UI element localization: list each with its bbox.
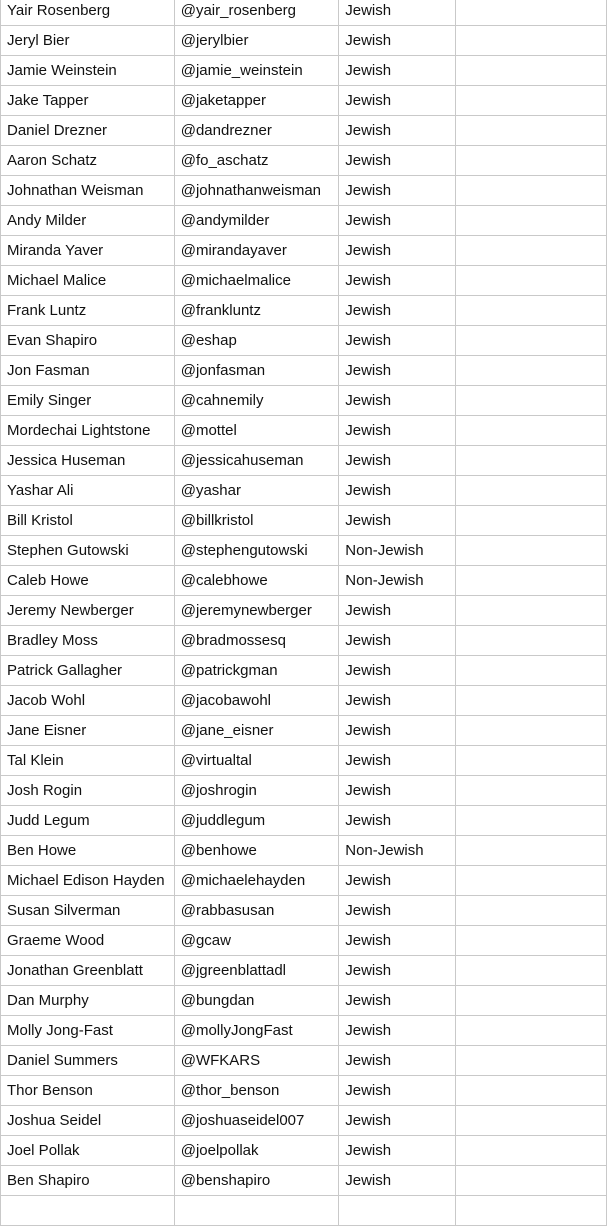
label-cell[interactable]: Non-Jewish (339, 566, 455, 596)
empty-cell[interactable] (455, 836, 606, 866)
table-row (1, 476, 607, 506)
handle-cell[interactable] (174, 1196, 339, 1226)
name-cell[interactable]: Patrick Gallagher (1, 656, 175, 686)
handle-cell[interactable]: @calebhowe (174, 566, 339, 596)
label-cell[interactable]: Jewish (339, 1106, 455, 1136)
handle-cell[interactable]: @juddlegum (174, 806, 339, 836)
label-cell[interactable] (339, 1196, 455, 1226)
empty-cell[interactable] (455, 956, 606, 986)
table-row (1, 836, 607, 866)
table-row (1, 266, 607, 296)
empty-cell[interactable] (455, 1046, 606, 1076)
empty-cell[interactable] (455, 746, 606, 776)
label-cell[interactable]: Jewish (339, 896, 455, 926)
table-row (1, 356, 607, 386)
name-cell[interactable]: Joshua Seidel (1, 1106, 175, 1136)
name-cell[interactable]: Daniel Drezner (1, 116, 175, 146)
label-cell[interactable]: Jewish (339, 1016, 455, 1046)
table-row (1, 716, 607, 746)
label-cell[interactable]: Jewish (339, 176, 455, 206)
table-row (1, 746, 607, 776)
table-row (1, 1016, 607, 1046)
name-cell[interactable]: Evan Shapiro (1, 326, 175, 356)
label-cell[interactable]: Jewish (339, 686, 455, 716)
name-cell[interactable]: Emily Singer (1, 386, 175, 416)
name-cell[interactable]: Jane Eisner (1, 716, 175, 746)
table-row (1, 686, 607, 716)
empty-cell[interactable] (455, 986, 606, 1016)
handle-cell[interactable]: @mirandayaver (174, 236, 339, 266)
name-cell[interactable] (1, 1196, 175, 1226)
table-row (1, 1166, 607, 1196)
name-cell[interactable]: Judd Legum (1, 806, 175, 836)
name-cell[interactable]: Michael Edison Hayden (1, 866, 175, 896)
name-cell[interactable]: Susan Silverman (1, 896, 175, 926)
handle-cell[interactable]: @bungdan (174, 986, 339, 1016)
empty-cell[interactable] (455, 776, 606, 806)
table-row (1, 26, 607, 56)
empty-cell[interactable] (455, 596, 606, 626)
handle-cell[interactable]: @andymilder (174, 206, 339, 236)
table-row (1, 296, 607, 326)
handle-cell[interactable]: @WFKARS (174, 1046, 339, 1076)
table-row (1, 596, 607, 626)
handle-cell[interactable]: @jacobawohl (174, 686, 339, 716)
empty-cell[interactable] (455, 656, 606, 686)
label-cell[interactable]: Jewish (339, 776, 455, 806)
name-cell[interactable]: Molly Jong-Fast (1, 1016, 175, 1046)
table-row (1, 806, 607, 836)
handle-cell[interactable]: @bradmossesq (174, 626, 339, 656)
table-row (1, 566, 607, 596)
handle-cell[interactable]: @jeremynewberger (174, 596, 339, 626)
table-row (1, 506, 607, 536)
handle-cell[interactable]: @benhowe (174, 836, 339, 866)
label-cell[interactable]: Jewish (339, 806, 455, 836)
label-cell[interactable]: Jewish (339, 866, 455, 896)
handle-cell[interactable]: @benshapiro (174, 1166, 339, 1196)
empty-cell[interactable] (455, 446, 606, 476)
table-row (1, 236, 607, 266)
handle-cell[interactable]: @frankluntz (174, 296, 339, 326)
label-cell[interactable]: Jewish (339, 446, 455, 476)
name-cell[interactable]: Josh Rogin (1, 776, 175, 806)
name-cell[interactable]: Jeryl Bier (1, 26, 175, 56)
label-cell[interactable]: Jewish (339, 26, 455, 56)
table-row (1, 56, 607, 86)
handle-cell[interactable]: @fo_aschatz (174, 146, 339, 176)
empty-cell[interactable] (455, 206, 606, 236)
label-cell[interactable]: Jewish (339, 1136, 455, 1166)
label-cell[interactable]: Jewish (339, 206, 455, 236)
handle-cell[interactable]: @yashar (174, 476, 339, 506)
name-cell[interactable]: Andy Milder (1, 206, 175, 236)
name-cell[interactable]: Ben Howe (1, 836, 175, 866)
empty-cell[interactable] (455, 356, 606, 386)
empty-cell[interactable] (455, 146, 606, 176)
table-row (1, 1106, 607, 1136)
label-cell[interactable]: Jewish (339, 476, 455, 506)
empty-cell[interactable] (455, 686, 606, 716)
empty-cell[interactable] (455, 1136, 606, 1166)
label-cell[interactable]: Jewish (339, 146, 455, 176)
name-cell[interactable]: Bill Kristol (1, 506, 175, 536)
handle-cell[interactable]: @jgreenblattadl (174, 956, 339, 986)
label-cell[interactable]: Jewish (339, 1046, 455, 1076)
label-cell[interactable]: Jewish (339, 746, 455, 776)
name-cell[interactable]: Yair Rosenberg (1, 0, 175, 26)
table-row (1, 326, 607, 356)
name-cell[interactable]: Daniel Summers (1, 1046, 175, 1076)
name-cell[interactable]: Jon Fasman (1, 356, 175, 386)
empty-cell[interactable] (455, 1106, 606, 1136)
handle-cell[interactable]: @stephengutowski (174, 536, 339, 566)
handle-cell[interactable]: @joshuaseidel007 (174, 1106, 339, 1136)
table-row (1, 146, 607, 176)
name-cell[interactable]: Graeme Wood (1, 926, 175, 956)
label-cell[interactable]: Jewish (339, 0, 455, 26)
table-row (1, 896, 607, 926)
table-row (1, 1076, 607, 1106)
empty-cell[interactable] (455, 0, 606, 26)
empty-cell[interactable] (455, 926, 606, 956)
handle-cell[interactable]: @eshap (174, 326, 339, 356)
name-cell[interactable]: Bradley Moss (1, 626, 175, 656)
label-cell[interactable]: Jewish (339, 956, 455, 986)
name-cell[interactable]: Michael Malice (1, 266, 175, 296)
handle-cell[interactable]: @jamie_weinstein (174, 56, 339, 86)
empty-cell[interactable] (455, 116, 606, 146)
table-row (1, 386, 607, 416)
empty-cell[interactable] (455, 326, 606, 356)
label-cell[interactable]: Jewish (339, 236, 455, 266)
empty-cell[interactable] (455, 296, 606, 326)
empty-cell[interactable] (455, 416, 606, 446)
label-cell[interactable]: Jewish (339, 326, 455, 356)
name-cell[interactable]: Yashar Ali (1, 476, 175, 506)
empty-cell[interactable] (455, 236, 606, 266)
empty-cell[interactable] (455, 866, 606, 896)
label-cell[interactable]: Jewish (339, 266, 455, 296)
name-cell[interactable]: Jake Tapper (1, 86, 175, 116)
name-cell[interactable]: Miranda Yaver (1, 236, 175, 266)
table-row (1, 986, 607, 1016)
label-cell[interactable]: Non-Jewish (339, 536, 455, 566)
empty-cell[interactable] (455, 536, 606, 566)
table-row (1, 116, 607, 146)
name-cell[interactable]: Aaron Schatz (1, 146, 175, 176)
handle-cell[interactable]: @jerylbier (174, 26, 339, 56)
empty-cell[interactable] (455, 176, 606, 206)
handle-cell[interactable]: @patrickgman (174, 656, 339, 686)
empty-cell[interactable] (455, 266, 606, 296)
handle-cell[interactable]: @dandrezner (174, 116, 339, 146)
table-row (1, 0, 607, 26)
handle-cell[interactable]: @joelpollak (174, 1136, 339, 1166)
name-cell[interactable]: Thor Benson (1, 1076, 175, 1106)
label-cell[interactable]: Jewish (339, 506, 455, 536)
label-cell[interactable]: Jewish (339, 986, 455, 1016)
label-cell[interactable]: Jewish (339, 626, 455, 656)
table-row (1, 776, 607, 806)
empty-cell[interactable] (455, 1196, 606, 1226)
table-row (1, 656, 607, 686)
table-row (1, 1046, 607, 1076)
name-cell[interactable]: Jessica Huseman (1, 446, 175, 476)
name-cell[interactable]: Mordechai Lightstone (1, 416, 175, 446)
table-row (1, 536, 607, 566)
label-cell[interactable]: Jewish (339, 1166, 455, 1196)
table-row (1, 626, 607, 656)
name-cell[interactable]: Dan Murphy (1, 986, 175, 1016)
label-cell[interactable]: Jewish (339, 356, 455, 386)
label-cell[interactable]: Jewish (339, 716, 455, 746)
handle-cell[interactable]: @mottel (174, 416, 339, 446)
table-row (1, 866, 607, 896)
name-cell[interactable]: Caleb Howe (1, 566, 175, 596)
handle-cell[interactable]: @virtualtal (174, 746, 339, 776)
spreadsheet-body (1, 0, 607, 1226)
handle-cell[interactable]: @billkristol (174, 506, 339, 536)
empty-cell[interactable] (455, 1016, 606, 1046)
name-cell[interactable]: Ben Shapiro (1, 1166, 175, 1196)
handle-cell[interactable]: @jane_eisner (174, 716, 339, 746)
empty-cell[interactable] (455, 86, 606, 116)
handle-cell[interactable]: @joshrogin (174, 776, 339, 806)
label-cell[interactable]: Jewish (339, 116, 455, 146)
empty-cell[interactable] (455, 386, 606, 416)
name-cell[interactable]: Jamie Weinstein (1, 56, 175, 86)
table-row (1, 926, 607, 956)
table-row (1, 956, 607, 986)
table-row (1, 86, 607, 116)
empty-cell[interactable] (455, 716, 606, 746)
empty-cell[interactable] (455, 806, 606, 836)
label-cell[interactable]: Jewish (339, 296, 455, 326)
empty-cell[interactable] (455, 506, 606, 536)
empty-cell[interactable] (455, 1076, 606, 1106)
name-cell[interactable]: Stephen Gutowski (1, 536, 175, 566)
label-cell[interactable]: Jewish (339, 386, 455, 416)
handle-cell[interactable]: @jaketapper (174, 86, 339, 116)
name-cell[interactable]: Jonathan Greenblatt (1, 956, 175, 986)
name-cell[interactable]: Frank Luntz (1, 296, 175, 326)
label-cell[interactable]: Jewish (339, 596, 455, 626)
handle-cell[interactable]: @johnathanweisman (174, 176, 339, 206)
handle-cell[interactable]: @michaelmalice (174, 266, 339, 296)
name-cell[interactable]: Jeremy Newberger (1, 596, 175, 626)
label-cell[interactable]: Jewish (339, 56, 455, 86)
handle-cell[interactable]: @jonfasman (174, 356, 339, 386)
name-cell[interactable]: Tal Klein (1, 746, 175, 776)
table-row (1, 176, 607, 206)
name-cell[interactable]: Johnathan Weisman (1, 176, 175, 206)
handle-cell[interactable]: @cahnemily (174, 386, 339, 416)
label-cell[interactable]: Jewish (339, 1076, 455, 1106)
label-cell[interactable]: Jewish (339, 656, 455, 686)
handle-cell[interactable]: @yair_rosenberg (174, 0, 339, 26)
label-cell[interactable]: Non-Jewish (339, 836, 455, 866)
label-cell[interactable]: Jewish (339, 416, 455, 446)
handle-cell[interactable]: @michaelehayden (174, 866, 339, 896)
label-cell[interactable]: Jewish (339, 86, 455, 116)
empty-cell[interactable] (455, 626, 606, 656)
handle-cell[interactable]: @jessicahuseman (174, 446, 339, 476)
table-row (1, 1136, 607, 1166)
handle-cell[interactable]: @gcaw (174, 926, 339, 956)
table-row (1, 416, 607, 446)
table-row (1, 1196, 607, 1226)
empty-cell[interactable] (455, 896, 606, 926)
empty-cell[interactable] (455, 1166, 606, 1196)
handle-cell[interactable]: @rabbasusan (174, 896, 339, 926)
handle-cell[interactable]: @mollyJongFast (174, 1016, 339, 1046)
name-cell[interactable]: Jacob Wohl (1, 686, 175, 716)
name-cell[interactable]: Joel Pollak (1, 1136, 175, 1166)
table-row (1, 206, 607, 236)
empty-cell[interactable] (455, 26, 606, 56)
label-cell[interactable]: Jewish (339, 926, 455, 956)
handle-cell[interactable]: @thor_benson (174, 1076, 339, 1106)
empty-cell[interactable] (455, 56, 606, 86)
table-row (1, 446, 607, 476)
empty-cell[interactable] (455, 476, 606, 506)
empty-cell[interactable] (455, 566, 606, 596)
